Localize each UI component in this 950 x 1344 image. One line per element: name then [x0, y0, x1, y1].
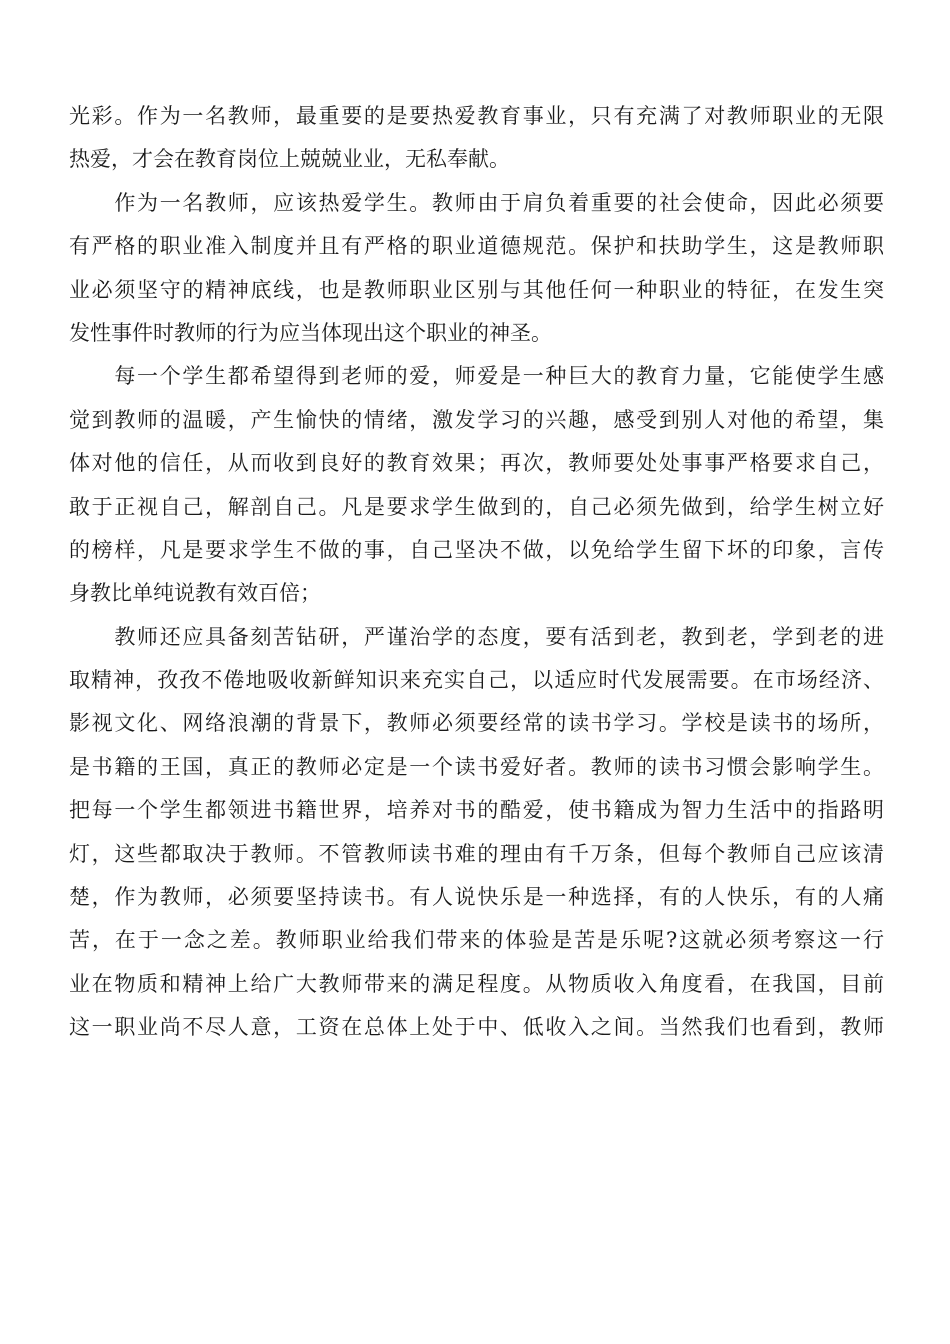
text-line: 业必须坚守的精神底线，也是教师职业区别与其他任何一种职业的特征，在发生突: [69, 277, 884, 302]
text-line: 教师还应具备刻苦钻研，严谨治学的态度，要有活到老，教到老，学到老的进: [69, 624, 884, 649]
text-line: 楚，作为教师，必须要坚持读书。有人说快乐是一种选择，有的人快乐，有的人痛: [69, 885, 884, 910]
text-line: 身教比单纯说教有效百倍；: [69, 581, 321, 606]
body-text: [69, 95, 884, 1050]
text-line: 每一个学生都希望得到老师的爱，师爱是一种巨大的教育力量，它能使学生感: [69, 364, 884, 389]
text-line: 敢于正视自己，解剖自己。凡是要求学生做到的，自己必须先做到，给学生树立好: [69, 494, 884, 519]
text-line: 体对他的信任，从而收到良好的教育效果；再次，教师要处处事事严格要求自己，: [69, 451, 884, 476]
text-line: 业在物质和精神上给广大教师带来的满足程度。从物质收入角度看，在我国，目前: [69, 971, 884, 996]
text-line: 的榜样，凡是要求学生不做的事，自己坚决不做，以免给学生留下坏的印象，言传: [69, 537, 884, 562]
text-line: 是书籍的王国，真正的教师必定是一个读书爱好者。教师的读书习惯会影响学生。: [69, 754, 884, 779]
text-line: 热爱，才会在教育岗位上兢兢业业，无私奉献。: [69, 147, 510, 172]
text-line: 觉到教师的温暖，产生愉快的情绪，激发学习的兴趣，感受到别人对他的希望，集: [69, 407, 884, 432]
text-line: 这一职业尚不尽人意，工资在总体上处于中、低收入之间。当然我们也看到，教师: [69, 1015, 884, 1040]
text-line: 作为一名教师，应该热爱学生。教师由于肩负着重要的社会使命，因此必须要: [69, 190, 884, 215]
text-line: 发性事件时教师的行为应当体现出这个职业的神圣。: [69, 320, 552, 345]
text-line: 光彩。作为一名教师，最重要的是要热爱教育事业，只有充满了对教师职业的无限: [69, 104, 884, 128]
text-line: 影视文化、网络浪潮的背景下，教师必须要经常的读书学习。学校是读书的场所，: [69, 711, 884, 736]
text-line: 苦，在于一念之差。教师职业给我们带来的体验是苦是乐呢?这就必须考察这一行: [69, 928, 884, 953]
text-line: 取精神，孜孜不倦地吸收新鲜知识来充实自己，以适应时代发展需要。在市场经济、: [69, 668, 884, 693]
text-line: 灯，这些都取决于教师。不管教师读书难的理由有千万条，但每个教师自己应该清: [69, 841, 884, 866]
text-line: 有严格的职业准入制度并且有严格的职业道德规范。保护和扶助学生，这是教师职: [69, 234, 884, 259]
text-line: 把每一个学生都领进书籍世界，培养对书的酷爱，使书籍成为智力生活中的指路明: [69, 798, 884, 823]
